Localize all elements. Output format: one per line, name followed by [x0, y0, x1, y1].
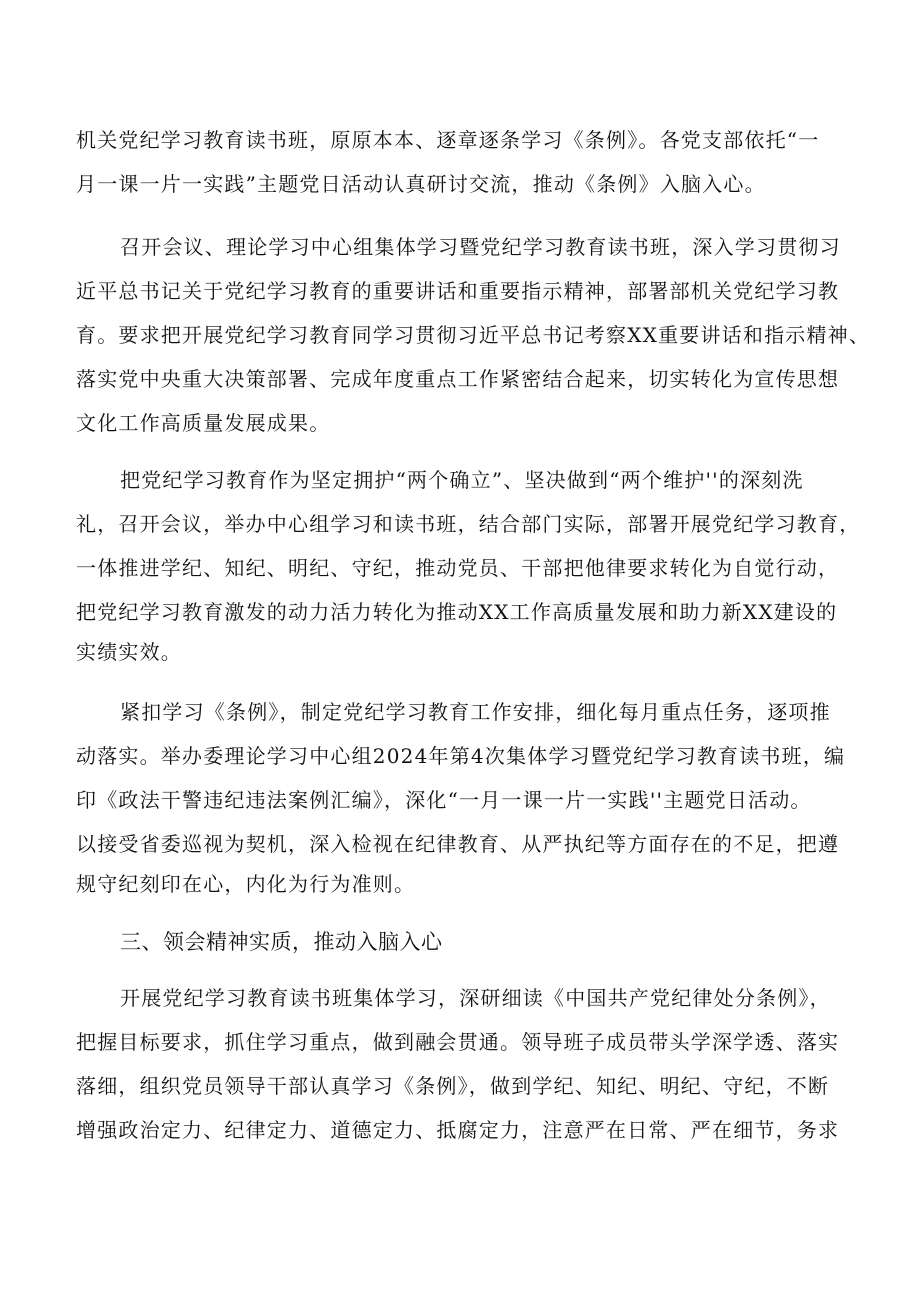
paragraph-line: 一体推进学纪、知纪、明纪、守纪，推动党员、干部把他律要求转化为自觉行动，: [76, 556, 840, 580]
paragraph-line: 礼，召开会议，举办中心组学习和读书班，结合部门实际，部署开展党纪学习教育，: [76, 512, 861, 536]
paragraph-line: 开展党纪学习教育读书班集体学习，深研细读《中国共产党纪律处分条例》，: [120, 986, 831, 1010]
paragraph-line: 把党纪学习教育作为坚定拥护“两个确立”、坚决做到“两个维护''的深刻洗: [120, 468, 804, 492]
paragraph-line: 规守纪刻印在心，内化为行为准则。: [76, 872, 416, 896]
paragraph-line: 近平总书记关于党纪学习教育的重要讲话和重要指示精神，部署部机关党纪学习教: [76, 279, 840, 303]
paragraph-line: 紧扣学习《条例》，制定党纪学习教育工作安排，细化每月重点任务，逐项推: [120, 700, 831, 724]
paragraph-line: 召开会议、理论学习中心组集体学习暨党纪学习教育读书班，深入学习贯彻习: [120, 235, 841, 259]
paragraph-line: 机关党纪学习教育读书班，原原本本、逐章逐条学习《条例》。各党支部依托“一: [76, 128, 820, 152]
paragraph-line: 育。要求把开展党纪学习教育同学习贯彻习近平总书记考察XX重要讲话和指示精神、: [76, 323, 871, 347]
section-heading: 三、领会精神实质，推动入脑入心: [120, 930, 443, 954]
paragraph-line: 动落实。举办委理论学习中心组2024年第4次集体学习暨党纪学习教育读书班，编: [76, 744, 846, 768]
paragraph-line: 月一课一片一实践”主题党日活动认真研讨交流，推动《条例》入脑入心。: [76, 172, 766, 196]
paragraph-line: 印《政法干警违纪违法案例汇编》，深化“一月一课一片一实践''主题党日活动。: [76, 788, 812, 812]
paragraph-line: 增强政治定力、纪律定力、道德定力、抵腐定力，注意严在日常、严在细节，务求: [76, 1118, 840, 1142]
paragraph-line: 落实党中央重大决策部署、完成年度重点工作紧密结合起来，切实转化为宣传思想: [76, 367, 840, 391]
paragraph-line: 落细，组织党员领导干部认真学习《条例》，做到学纪、知纪、明纪、守纪，不断: [76, 1074, 830, 1098]
paragraph-line: 把党纪学习教育激发的动力活力转化为推动XX工作高质量发展和助力新XX建设的: [76, 600, 838, 624]
paragraph-line: 实绩实效。: [76, 640, 182, 664]
paragraph-line: 以接受省委巡视为契机，深入检视在纪律教育、从严执纪等方面存在的不足，把遵: [76, 832, 840, 856]
paragraph-line: 把握目标要求，抓住学习重点，做到融会贯通。领导班子成员带头学深学透、落实: [76, 1030, 840, 1054]
paragraph-line: 文化工作高质量发展成果。: [76, 411, 331, 435]
